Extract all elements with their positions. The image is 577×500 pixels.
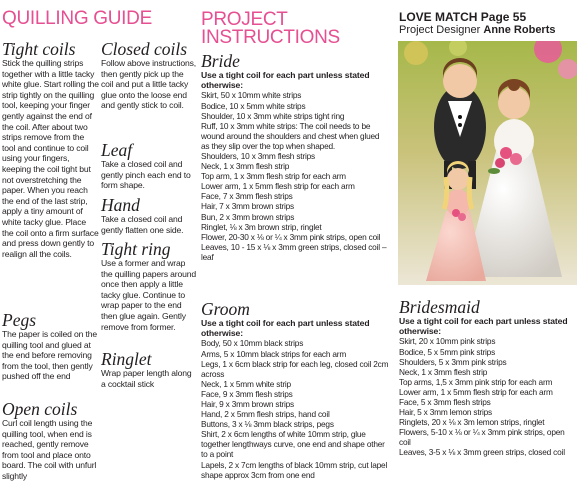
quilled-figures-photo xyxy=(398,41,577,285)
material-item: Arms, 5 x 10mm black strips for each arm xyxy=(201,348,347,359)
groom-heading: Groom xyxy=(201,299,250,319)
tight-ring-text: Use a former and wrap the quilling papers around once then apply a little tacky glue. Continue to wrap paper to the end then glue again. Gently remove from former. xyxy=(101,258,196,332)
bride-heading: Bride xyxy=(201,51,240,71)
material-item: Top arms, 1,5 x 3mm pink strip for each arm xyxy=(399,376,553,387)
material-item: Ruff, 10 x 3mm white strips: The coil needs to be wound around the shoulders and chest when glued as they slip over the top when shaped. xyxy=(201,120,380,151)
material-item: Face, 9 x 3mm flesh strips xyxy=(201,388,293,399)
material-item: Hair, 7 x 3mm brown strips xyxy=(201,201,295,212)
hand-heading: Hand xyxy=(101,195,140,215)
material-item: Lower arm, 1 x 5mm flesh strip for each arm xyxy=(201,181,355,192)
material-item: Shoulders, 10 x 3mm flesh strips xyxy=(201,150,315,161)
bridesmaid-section xyxy=(399,298,577,458)
bridesmaid-subheading: Use a tight coil for each part unless stated otherwise: xyxy=(399,316,568,337)
project-designer-line xyxy=(399,24,577,37)
designer-name: Anne Roberts xyxy=(483,24,556,36)
open-coils-text: Curl coil length using the quilling tool, when end is reached, gently remove from tool and place onto board. The coil with unfurl slightly xyxy=(2,418,97,481)
hand-text: Take a closed coil and gently flatten one side. xyxy=(101,214,184,235)
groom-subheading: Use a tight coil for each part unless stated otherwise: xyxy=(201,318,370,339)
leaf-text: Take a closed coil and gently pinch each end to form shape. xyxy=(101,159,191,191)
material-item: Skirt, 20 x 10mm pink strips xyxy=(399,336,496,347)
closed-coils-text: Follow above instructions, then gently pick up the coil and put a little tacky glue onto the loose end and gently stick to coil. xyxy=(101,58,196,111)
material-item: Neck, 1 x 5mm white strip xyxy=(201,378,291,389)
material-item: Hair, 5 x 3mm lemon strips xyxy=(399,407,493,418)
material-item: Shoulder, 10 x 3mm white strips tight ring xyxy=(201,110,345,121)
material-item: Flower, 20-30 x ⅛ or ¼ x 3mm pink strips, open coil xyxy=(201,231,381,242)
material-item: Ringlets, 20 x ⅛ x 3m lemon strips, ringlet xyxy=(399,417,545,428)
tight-coils-text: Stick the quilling strips together with a little tacky white glue. Start rolling the strip tightly on the quilling tool, keeping your finger gently against the end of the coil. After about two strips remove from the tool and continue to coil using your fingers, keeping the coil tight but not overstretching the paper. When you reach the end of the last strip, apply a tiny amount of white tacky glue. Place the coil onto a firm surface and press down gently to realign all the coils. xyxy=(2,58,99,259)
material-item: Hand, 2 x 5mm flesh strips, hand coil xyxy=(201,409,330,420)
project-title-line-1: PROJECT xyxy=(201,9,288,30)
groom-section xyxy=(201,300,389,480)
material-item: Flowers, 5-10 x ⅛ or ¼ x 3mm pink strips, open coil xyxy=(399,427,565,448)
bridesmaid-heading: Bridesmaid xyxy=(399,297,480,317)
bride-section xyxy=(201,52,389,262)
leaf-heading: Leaf xyxy=(101,140,133,160)
material-item: Shoulders, 5 x 3mm pink strips xyxy=(399,356,507,367)
material-item: Neck, 1 x 3mm flesh strip xyxy=(399,366,488,377)
material-item: Legs, 1 x 6cm black strip for each leg, closed coil 2cm across xyxy=(201,358,389,379)
pegs-text: The paper is coiled on the quilling tool and glued at the end before removing from the tool, then gently pushed off the end xyxy=(2,329,97,382)
groom-materials-list xyxy=(201,338,389,479)
material-item: Leaves, 3-5 x ⅛ x 3mm green strips, closed coil xyxy=(399,447,565,458)
material-item: Ringlet, ⅛ x 3m brown strip, ringlet xyxy=(201,221,322,232)
material-item: Lower arm, 1 x 5mm flesh strip for each arm xyxy=(399,386,553,397)
material-item: Top arm, 1 x 3mm flesh strip for each arm xyxy=(201,171,346,182)
material-item: Bodice, 5 x 5mm pink strips xyxy=(399,346,496,357)
love-match-page-ref: LOVE MATCH Page 55 xyxy=(399,10,527,24)
designer-label: Project Designer xyxy=(399,24,484,36)
bride-subheading: Use a tight coil for each part unless stated otherwise: xyxy=(201,70,370,91)
bridesmaid-materials-list xyxy=(399,336,577,457)
quilled-figures-illustration xyxy=(398,41,577,285)
material-item: Leaves, 10 - 15 x ⅛ x 3mm green strips, closed coil – leaf xyxy=(201,241,387,262)
material-item: Face, 7 x 3mm flesh strips xyxy=(201,191,293,202)
material-item: Bodice, 10 x 5mm white strips xyxy=(201,100,306,111)
bride-materials-list xyxy=(201,90,389,262)
ringlet-heading: Ringlet xyxy=(101,349,152,369)
open-coils-heading: Open coils xyxy=(2,399,78,419)
tight-ring-heading: Tight ring xyxy=(101,239,171,259)
project-title-line-2: INSTRUCTIONS xyxy=(201,27,340,48)
pegs-heading: Pegs xyxy=(2,310,37,330)
ringlet-text: Wrap paper length along a cocktail stick xyxy=(101,368,192,389)
tight-coils-heading: Tight coils xyxy=(2,39,76,59)
material-item: Body, 50 x 10mm black strips xyxy=(201,338,304,349)
material-item: Skirt, 50 x 10mm white strips xyxy=(201,90,302,101)
closed-coils-heading: Closed coils xyxy=(101,39,188,59)
material-item: Bun, 2 x 3mm brown strips xyxy=(201,211,295,222)
quilling-guide-title: QUILLING GUIDE xyxy=(2,8,152,29)
material-item: Face, 5 x 3mm flesh strips xyxy=(399,396,491,407)
material-item: Lapels, 2 x 7cm lengths of black 10mm strip, cut lapel shape approx 3cm from one end xyxy=(201,459,388,480)
material-item: Buttons, 3 x ⅛ 3mm black strips, pegs xyxy=(201,419,334,430)
material-item: Hair, 9 x 3mm brown strips xyxy=(201,398,295,409)
material-item: Shirt, 2 x 6cm lengths of white 10mm strip, glue together lengthways curve, one end and shape other to a point xyxy=(201,429,385,460)
material-item: Neck, 1 x 3mm flesh strip xyxy=(201,161,290,172)
